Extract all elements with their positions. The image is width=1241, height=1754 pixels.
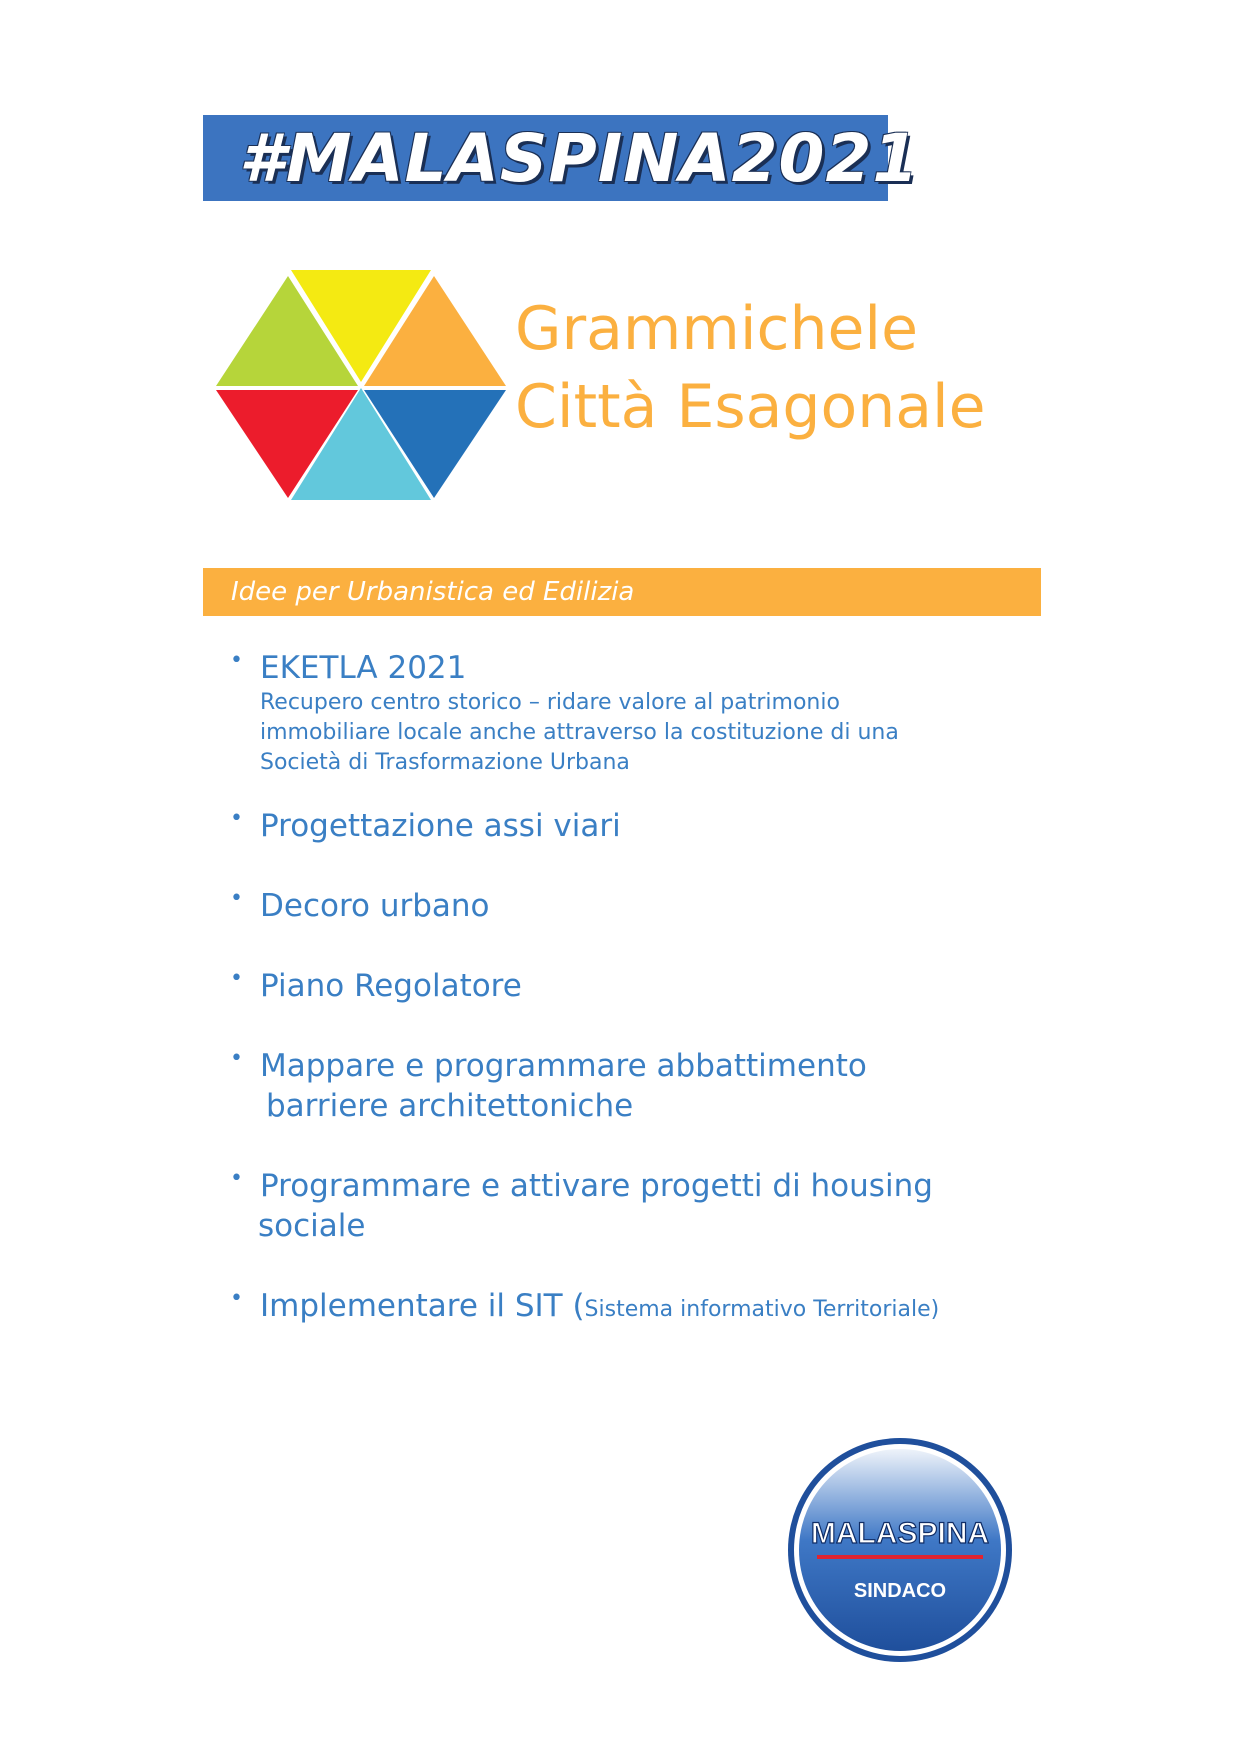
hashtag-banner: [203, 115, 920, 201]
list-item: [230, 806, 621, 846]
bullet-icon: •: [230, 966, 243, 991]
list-item: [230, 1046, 867, 1126]
bullet-icon: •: [230, 806, 243, 831]
bullet-icon: •: [230, 1286, 243, 1311]
list-item: [230, 648, 899, 778]
bullet-icon: •: [230, 648, 243, 673]
item-title: Mappare e programmare abbattimento: [260, 1048, 867, 1084]
list-item: [230, 1166, 933, 1246]
bullet-icon: •: [230, 886, 243, 911]
malaspina-sindaco-seal: [785, 1435, 1015, 1665]
item-title: EKETLA 2021: [260, 650, 467, 686]
list-item: [230, 886, 490, 926]
item-title: [260, 1286, 939, 1330]
item-title-main: Implementare il SIT (: [260, 1288, 585, 1324]
bullet-icon: •: [230, 1166, 243, 1191]
item-title-continued: sociale: [258, 1208, 366, 1244]
list-item: [230, 966, 522, 1006]
item-description: Recupero centro storico – ridare valore al patrimonio immobiliare locale anche attraverso la costituzione di una Società di Trasformazione Urbana: [260, 690, 899, 775]
seal-name: MALASPINA: [810, 1517, 990, 1550]
item-title: Piano Regolatore: [260, 968, 522, 1004]
hashtag-title: #MALASPINA2021: [239, 119, 920, 197]
hexagon-logo: [216, 270, 506, 500]
list-item: [230, 1286, 939, 1330]
brand-line-2: Città Esagonale: [515, 372, 986, 442]
item-title-continued: barriere architettoniche: [266, 1088, 634, 1124]
brand-title: [515, 290, 986, 446]
section-header: [203, 568, 1041, 616]
section-title: Idee per Urbanistica ed Edilizia: [231, 577, 635, 607]
item-title: Progettazione assi viari: [260, 808, 621, 844]
brand-line-1: Grammichele: [515, 294, 919, 364]
item-title: Programmare e attivare progetti di housing: [260, 1168, 933, 1204]
item-title-note: Sistema informativo Territoriale): [584, 1297, 940, 1322]
seal-role: SINDACO: [853, 1580, 947, 1602]
item-title: Decoro urbano: [260, 888, 490, 924]
bullet-icon: •: [230, 1046, 243, 1071]
